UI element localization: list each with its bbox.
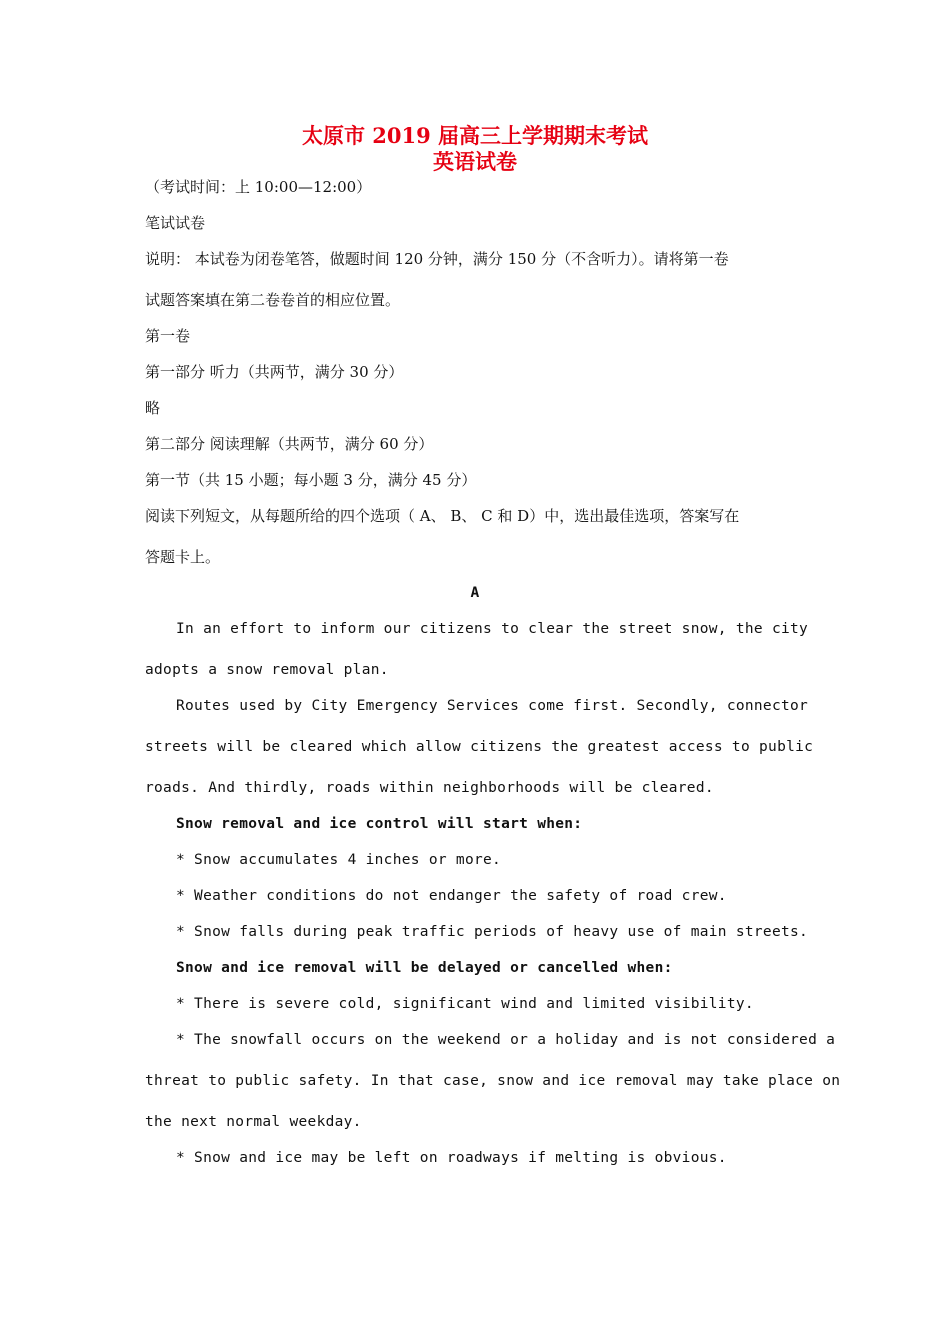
list-item: * There is severe cold, significant wind and limited visibility. [176, 996, 754, 1012]
paragraph-line: adopts a snow removal plan. [145, 662, 389, 678]
list-item: * Snow accumulates 4 inches or more. [176, 852, 502, 868]
list-item: * The snowfall occurs on the weekend or a holiday and is not considered a [176, 1032, 836, 1048]
part-heading: 第一部分 听力（共两节，满分 30 分） [145, 363, 404, 381]
volume-heading: 第一卷 [145, 327, 191, 345]
passage-label: A [470, 585, 480, 601]
list-item: * Snow falls during peak traffic periods of heavy use of main streets. [176, 924, 809, 940]
list-item: * Snow and ice may be left on roadways if melting is obvious. [176, 1150, 727, 1166]
exam-note-line: 试题答案填在第二卷卷首的相应位置。 [145, 291, 401, 309]
list-item: * Weather conditions do not endanger the safety of road crew. [176, 888, 727, 904]
page-subtitle: 英语试卷 [433, 149, 517, 174]
page-title: 太原市 2019 届高三上学期期末考试 [301, 123, 649, 148]
section-heading: 第一节（共 15 小题；每小题 3 分，满分 45 分） [145, 471, 477, 489]
exam-time: （考试时间：上 10:00—12:00） [145, 178, 372, 196]
paragraph-line: roads. And thirdly, roads within neighborhoods will be cleared. [145, 780, 714, 796]
list-heading: Snow and ice removal will be delayed or cancelled when: [176, 960, 673, 976]
paragraph-line: Routes used by City Emergency Services come first. Secondly, connector [176, 698, 809, 714]
paragraph-line: In an effort to inform our citizens to clear the street snow, the city [176, 621, 809, 637]
list-item-continuation: the next normal weekday. [145, 1114, 362, 1130]
paper-type: 笔试试卷 [145, 214, 206, 232]
part-heading: 第二部分 阅读理解（共两节，满分 60 分） [145, 435, 434, 453]
instruction-line: 答题卡上。 [145, 548, 221, 566]
paragraph-line: streets will be cleared which allow citizens the greatest access to public [145, 739, 814, 755]
list-heading: Snow removal and ice control will start when: [176, 816, 583, 832]
part-omitted: 略 [145, 399, 161, 417]
list-item-continuation: threat to public safety. In that case, snow and ice removal may take place on [145, 1073, 841, 1089]
instruction-line: 阅读下列短文，从每题所给的四个选项（ A、 B、 C 和 D）中，选出最佳选项，答案写在 [145, 507, 740, 525]
exam-note-line: 说明： 本试卷为闭卷笔答，做题时间 120 分钟，满分 150 分（不含听力）。请将第一卷 [145, 250, 729, 268]
